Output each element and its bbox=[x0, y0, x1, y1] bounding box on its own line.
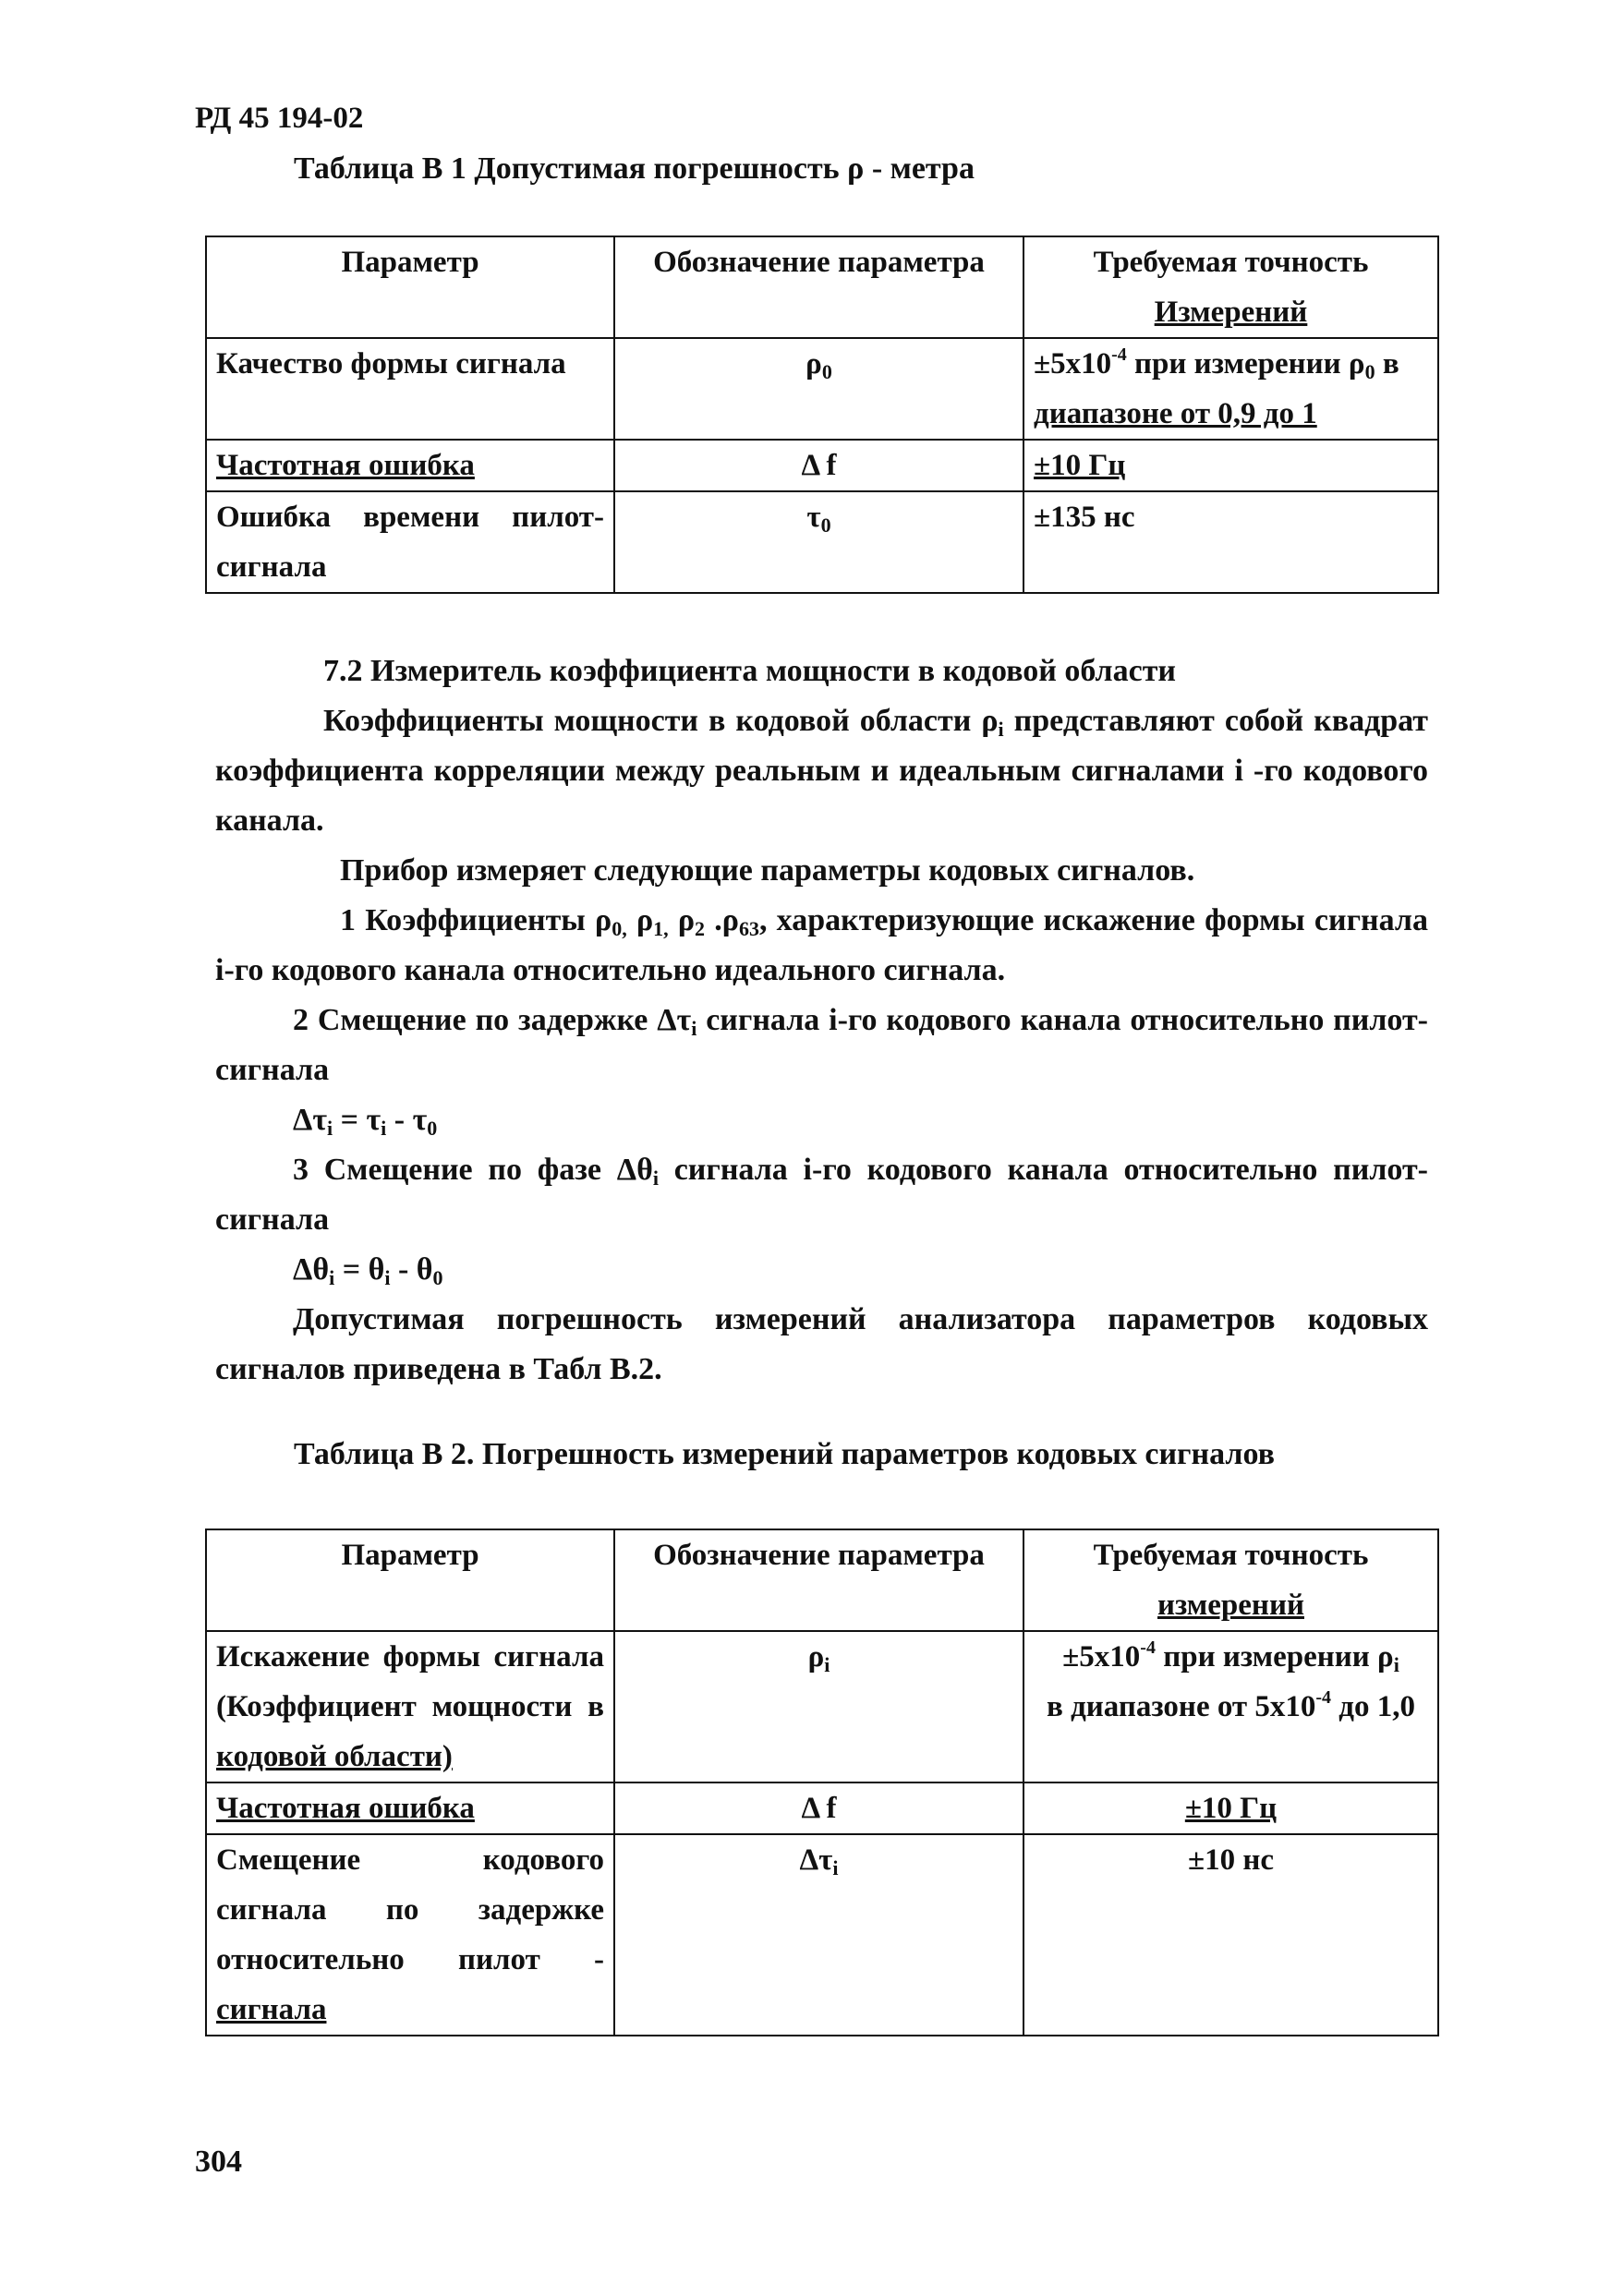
table-row bbox=[206, 338, 1438, 440]
table1-header-symbol: Обозначение параметра bbox=[614, 236, 1023, 338]
table1-r3-symbol: $\tau_0$ bbox=[614, 491, 1023, 593]
table-row bbox=[206, 1834, 1438, 2036]
table2-caption: Таблица В 2. Погрешность измерений параметров кодовых сигналов bbox=[294, 1437, 1275, 1471]
table2-header-symbol: Обозначение параметра bbox=[614, 1529, 1023, 1631]
table2-r1-param: Искажение формы сигнала (Коэффициент мощности в кодовой области) bbox=[206, 1631, 614, 1782]
section-body bbox=[215, 647, 1428, 1395]
table1-header-param: Параметр bbox=[206, 236, 614, 338]
formula: $\Delta\tau_i = \tau_i - \tau_0$ bbox=[293, 1103, 438, 1140]
list-item: 3 Смещение по фазе $\Delta\theta_i$ сигнала i-го кодового канала относительно пилот-сигнала bbox=[215, 1153, 1428, 1237]
table2-header-accuracy: Требуемая точность измерений bbox=[1023, 1529, 1438, 1631]
table1-r3-param: Ошибка времени пилот- сигнала bbox=[206, 491, 614, 593]
list-item: 2 Смещение по задержке $\Delta\tau_i$ сигнала i-го кодового канала относительно пилот-сигнала bbox=[215, 1003, 1429, 1087]
list-item: 1 Коэффициенты $\rho_{0,}$ $\rho_{1,}$ $\rho_2$ $.\rho_{63}$, характеризующие искажение формы сигнала i-го кодового канала относительно идеального сигнала. bbox=[215, 903, 1428, 987]
formula: $\Delta\theta_i = \theta_i - \theta_0$ bbox=[293, 1252, 443, 1289]
table2-header-param: Параметр bbox=[206, 1529, 614, 1631]
paragraph: Допустимая погрешность измерений анализатора параметров кодовых сигналов приведена в Табл В.2. bbox=[215, 1302, 1428, 1386]
table2-r2-symbol: Δ f bbox=[614, 1782, 1023, 1834]
table-row bbox=[206, 440, 1438, 491]
table1-r1-symbol: $\rho_0$ bbox=[614, 338, 1023, 440]
table1-header-row bbox=[206, 236, 1438, 338]
table2-header-row bbox=[206, 1529, 1438, 1631]
page-number: 304 bbox=[195, 2145, 242, 2179]
table1-r3-accuracy: ±135 нс bbox=[1023, 491, 1438, 593]
table2-r1-symbol: $\rho_i$ bbox=[614, 1631, 1023, 1782]
paragraph: Коэффициенты мощности в кодовой области $\rho_i$ представляют собой квадрат коэффициента корреляции между реальным и идеальным сигналами i -го кодового канала. bbox=[215, 704, 1429, 838]
table1 bbox=[205, 236, 1439, 594]
table1-header-accuracy: Требуемая точность Измерений bbox=[1023, 236, 1438, 338]
table-row bbox=[206, 1782, 1438, 1834]
table1-r2-param: Частотная ошибка bbox=[206, 440, 614, 491]
table2 bbox=[205, 1529, 1439, 2036]
document-header: РД 45 194-02 bbox=[195, 102, 364, 135]
table2-r3-param: Смещение кодового сигнала по задержке относительно пилот - сигнала bbox=[206, 1834, 614, 2036]
paragraph: Прибор измеряет следующие параметры кодовых сигналов. bbox=[340, 853, 1195, 888]
section-heading: 7.2 Измеритель коэффициента мощности в кодовой области bbox=[323, 654, 1176, 688]
table-row bbox=[206, 1631, 1438, 1782]
table2-r2-accuracy: ±10 Гц bbox=[1023, 1782, 1438, 1834]
table1-r1-accuracy: $\pm 5x10^{-4}$ при измерении $\rho_0$ в диапазоне от 0,9 до 1 bbox=[1023, 338, 1438, 440]
table-row bbox=[206, 491, 1438, 593]
table2-r3-accuracy: ±10 нс bbox=[1023, 1834, 1438, 2036]
table1-r1-param: Качество формы сигнала bbox=[206, 338, 614, 440]
table1-r2-accuracy: ±10 Гц bbox=[1023, 440, 1438, 491]
table2-r2-param: Частотная ошибка bbox=[206, 1782, 614, 1834]
table2-r3-symbol: $\Delta\tau_i$ bbox=[614, 1834, 1023, 2036]
table1-r2-symbol: Δ f bbox=[614, 440, 1023, 491]
table1-caption: Таблица В 1 Допустимая погрешность ρ - метра bbox=[294, 151, 975, 186]
table2-r1-accuracy: $\pm 5x10^{-4}$ при измерении $\rho_i$ в диапазоне от $5x10^{-4}$ до 1,0 bbox=[1023, 1631, 1438, 1782]
